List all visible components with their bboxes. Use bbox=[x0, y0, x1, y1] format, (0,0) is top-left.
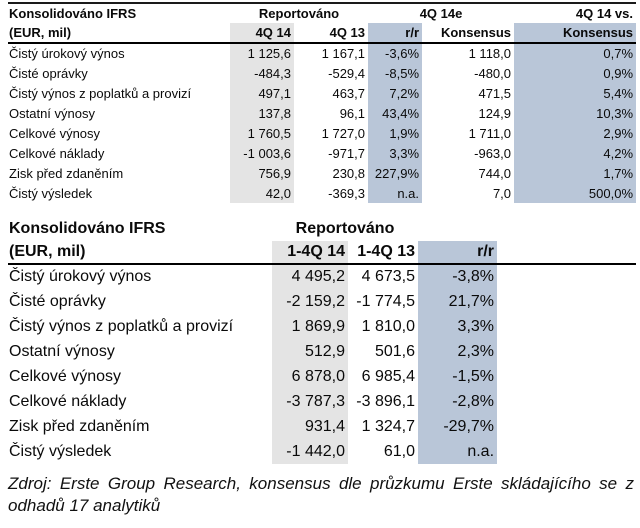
cell-value: 137,8 bbox=[230, 103, 294, 123]
cell-value: -1 774,5 bbox=[356, 292, 416, 310]
row-label: Celkové výnosy bbox=[9, 367, 122, 385]
quarterly-results-table bbox=[8, 2, 636, 203]
table-row bbox=[8, 439, 636, 464]
row-label: Zisk před zdaněním bbox=[9, 165, 124, 181]
table-row bbox=[8, 123, 636, 143]
cell-value: 61,0 bbox=[383, 442, 416, 460]
cell-value: 43,4% bbox=[368, 103, 422, 123]
table-row bbox=[8, 389, 636, 414]
table-title: Konsolidováno IFRS bbox=[9, 6, 137, 21]
cell-value: 3,3% bbox=[418, 314, 497, 339]
cell-value: 7,0 bbox=[492, 185, 512, 201]
table-row bbox=[8, 143, 636, 163]
cell-value: 3,3% bbox=[368, 143, 422, 163]
cell-value: 500,0% bbox=[514, 183, 636, 203]
table-row bbox=[8, 314, 636, 339]
row-label: Celkové náklady bbox=[9, 392, 127, 410]
fullyear-results-table bbox=[8, 217, 636, 464]
col-header-14q13: 1-4Q 13 bbox=[348, 241, 418, 264]
cell-value: -2,8% bbox=[418, 389, 497, 414]
cell-value: 1 810,0 bbox=[361, 317, 416, 335]
cell-value: -963,0 bbox=[474, 145, 512, 161]
table-row bbox=[8, 364, 636, 389]
cell-value: 471,5 bbox=[478, 85, 512, 101]
cell-value: 1 125,6 bbox=[230, 43, 294, 63]
cell-value: 1 711,0 bbox=[468, 125, 512, 141]
col-header-4q13: 4Q 13 bbox=[294, 23, 368, 43]
empty-cell bbox=[497, 217, 636, 241]
table-row bbox=[8, 83, 636, 103]
vs-group-header: 4Q 14 vs. bbox=[575, 6, 634, 21]
cell-value: 227,9% bbox=[368, 163, 422, 183]
table-row bbox=[8, 63, 636, 83]
cell-value: 1 118,0 bbox=[468, 46, 512, 61]
cell-value: 1 869,9 bbox=[272, 314, 348, 339]
cell-value: 10,3% bbox=[514, 103, 636, 123]
cell-value: 1,9% bbox=[368, 123, 422, 143]
empty-cell bbox=[497, 339, 636, 364]
cell-value: 96,1 bbox=[339, 105, 366, 121]
empty-cell bbox=[497, 439, 636, 464]
cell-value: -3,8% bbox=[418, 264, 497, 289]
cell-value: -3 787,3 bbox=[272, 389, 348, 414]
row-label: Čisté oprávky bbox=[9, 292, 106, 310]
table-group-header-row bbox=[8, 217, 636, 241]
cell-value: 1 727,0 bbox=[321, 125, 366, 141]
row-label: Celkové náklady bbox=[9, 145, 105, 161]
cell-value: 512,9 bbox=[272, 339, 348, 364]
empty-cell bbox=[497, 241, 636, 264]
cell-value: 744,0 bbox=[478, 165, 512, 181]
empty-cell bbox=[497, 414, 636, 439]
cell-value: 5,4% bbox=[514, 83, 636, 103]
cell-value: 1 167,1 bbox=[321, 46, 366, 61]
cell-value: 1 324,7 bbox=[361, 417, 416, 435]
cell-value: 42,0 bbox=[230, 183, 294, 203]
table-row bbox=[8, 264, 636, 289]
table-row bbox=[8, 103, 636, 123]
cell-value: -480,0 bbox=[474, 65, 512, 81]
row-label: Ostatní výnosy bbox=[9, 105, 95, 121]
cell-value: 501,6 bbox=[374, 342, 416, 360]
cell-value: -529,4 bbox=[328, 65, 366, 81]
table-title: Konsolidováno IFRS bbox=[9, 220, 166, 237]
cell-value: 4 495,2 bbox=[272, 264, 348, 289]
cell-value: -29,7% bbox=[418, 414, 497, 439]
cell-value: -3,6% bbox=[368, 43, 422, 63]
col-header-14q14: 1-4Q 14 bbox=[272, 241, 348, 264]
cell-value: -369,3 bbox=[328, 185, 366, 201]
cell-value: 21,7% bbox=[418, 289, 497, 314]
cell-value: 1,7% bbox=[514, 163, 636, 183]
cell-value: 497,1 bbox=[230, 83, 294, 103]
table-row bbox=[8, 289, 636, 314]
cell-value: 0,7% bbox=[514, 43, 636, 63]
table-column-header-row bbox=[8, 23, 636, 43]
cell-value: 756,9 bbox=[230, 163, 294, 183]
reported-group-header: Reportováno bbox=[295, 220, 395, 237]
row-label: Čistý úrokový výnos bbox=[9, 46, 125, 61]
empty-cell bbox=[497, 264, 636, 289]
cell-value: -3 896,1 bbox=[356, 392, 416, 410]
cell-value: -1 442,0 bbox=[272, 439, 348, 464]
source-note: Zdroj: Erste Group Research, konsensus dle průzkumu Erste skládajícího se z odhadů 17 analytiků bbox=[8, 474, 634, 515]
empty-cell bbox=[497, 289, 636, 314]
table-subtitle: (EUR, mil) bbox=[8, 23, 230, 43]
col-header-vs-konsensus: Konsensus bbox=[514, 23, 636, 43]
table-row bbox=[8, 163, 636, 183]
table-row bbox=[8, 183, 636, 203]
cell-value: 124,9 bbox=[478, 105, 512, 121]
cell-value: 4 673,5 bbox=[361, 268, 416, 285]
cell-value: -2 159,2 bbox=[272, 289, 348, 314]
row-label: Čistý výnos z poplatků a provizí bbox=[9, 85, 192, 101]
cell-value: n.a. bbox=[418, 439, 497, 464]
table-column-header-row bbox=[8, 241, 636, 264]
cell-value: 6 878,0 bbox=[272, 364, 348, 389]
empty-cell bbox=[497, 364, 636, 389]
cell-value: 230,8 bbox=[332, 165, 366, 181]
cell-value: 0,9% bbox=[514, 63, 636, 83]
empty-cell bbox=[497, 314, 636, 339]
row-label: Čistý výnos z poplatků a provizí bbox=[9, 317, 234, 335]
row-label: Ostatní výnosy bbox=[9, 342, 115, 360]
cell-value: 6 985,4 bbox=[361, 367, 416, 385]
col-header-rr: r/r bbox=[368, 23, 422, 43]
row-label: Čisté oprávky bbox=[9, 65, 88, 81]
cell-value: 7,2% bbox=[368, 83, 422, 103]
empty-cell bbox=[418, 217, 497, 241]
cell-value: 931,4 bbox=[272, 414, 348, 439]
cell-value: n.a. bbox=[368, 183, 422, 203]
table-row bbox=[8, 43, 636, 63]
cell-value: -971,7 bbox=[328, 145, 366, 161]
cell-value: 463,7 bbox=[332, 85, 366, 101]
empty-cell bbox=[497, 389, 636, 414]
cell-value: 2,3% bbox=[418, 339, 497, 364]
estimate-group-header: 4Q 14e bbox=[419, 6, 463, 21]
col-header-rr: r/r bbox=[418, 241, 497, 264]
cell-value: -1 003,6 bbox=[230, 143, 294, 163]
table-subtitle: (EUR, mil) bbox=[8, 241, 272, 264]
cell-value: -8,5% bbox=[368, 63, 422, 83]
table-row bbox=[8, 339, 636, 364]
row-label: Čistý úrokový výnos bbox=[9, 268, 152, 285]
cell-value: 4,2% bbox=[514, 143, 636, 163]
cell-value: -484,3 bbox=[230, 63, 294, 83]
col-header-konsensus: Konsensus bbox=[422, 23, 514, 43]
cell-value: 1 760,5 bbox=[230, 123, 294, 143]
cell-value: 2,9% bbox=[514, 123, 636, 143]
row-label: Čistý výsledek bbox=[9, 185, 93, 201]
col-header-4q14: 4Q 14 bbox=[230, 23, 294, 43]
row-label: Zisk před zdaněním bbox=[9, 417, 150, 435]
reported-group-header: Reportováno bbox=[258, 6, 340, 21]
table-group-header-row bbox=[8, 3, 636, 23]
row-label: Čistý výsledek bbox=[9, 442, 112, 460]
cell-value: -1,5% bbox=[418, 364, 497, 389]
table-row bbox=[8, 414, 636, 439]
row-label: Celkové výnosy bbox=[9, 125, 101, 141]
